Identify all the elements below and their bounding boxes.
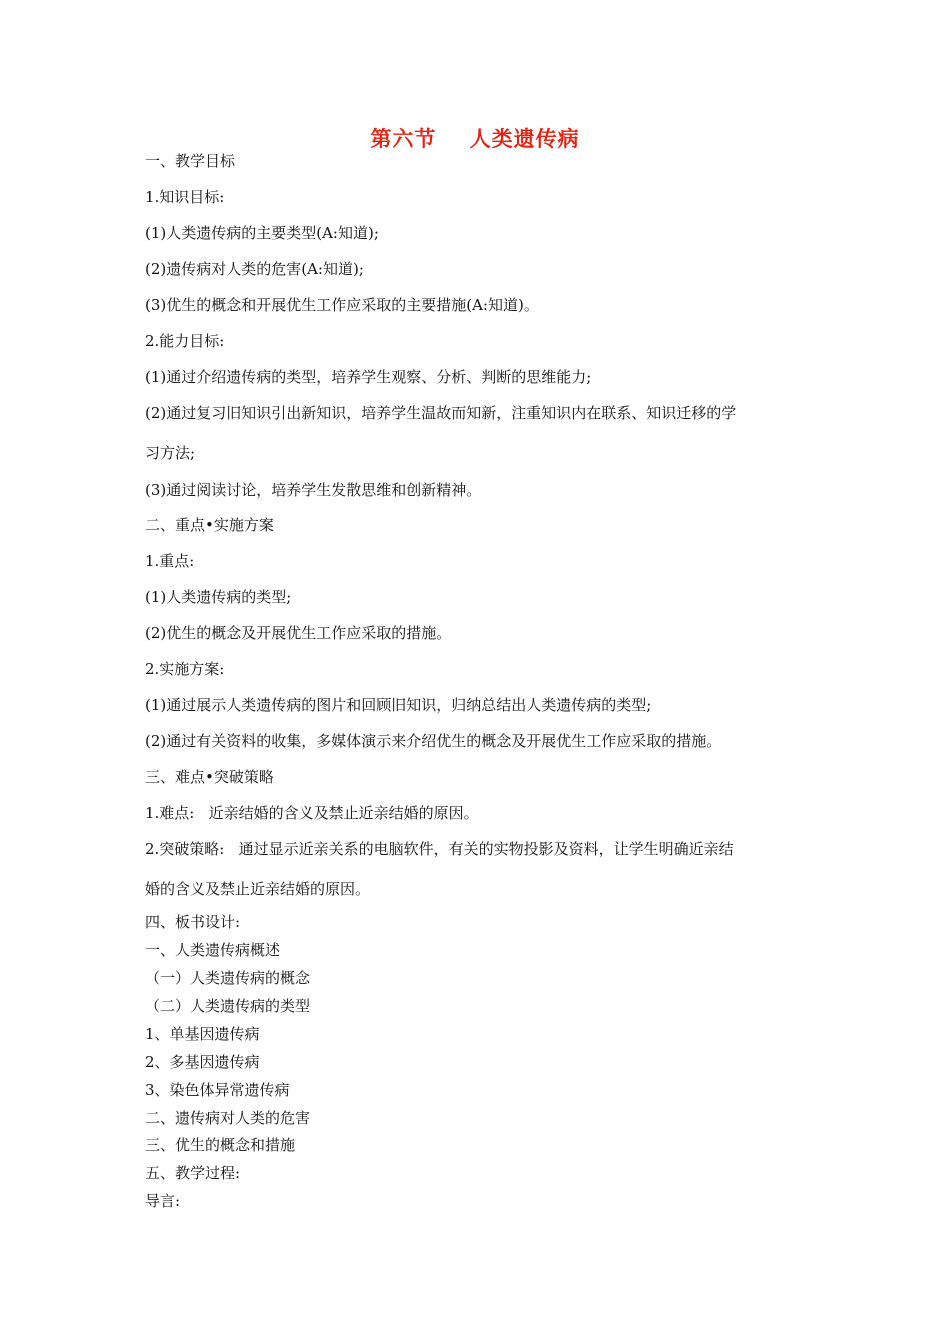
list-item: (1)人类遗传病的主要类型(A:知道); <box>145 224 379 242</box>
outline-item: （二）人类遗传病的类型 <box>145 997 311 1015</box>
outline-item: 三、优生的概念和措施 <box>145 1136 296 1154</box>
section-heading-difficulties: 三、难点•突破策略 <box>145 768 274 786</box>
outline-item: 2、多基因遗传病 <box>145 1053 260 1071</box>
section-heading-teaching-objectives: 一、教学目标 <box>145 152 236 170</box>
outline-item: （一）人类遗传病的概念 <box>145 969 311 987</box>
list-item: (2)通过有关资料的收集，多媒体演示来介绍优生的概念及开展优生工作应采取的措施。 <box>145 732 722 750</box>
list-item: (2)遗传病对人类的危害(A:知道); <box>145 260 364 278</box>
outline-item: 3、染色体异常遗传病 <box>145 1081 290 1099</box>
list-item: 1.难点: 近亲结婚的含义及禁止近亲结婚的原因。 <box>145 804 479 822</box>
subheading-knowledge-objectives: 1.知识目标: <box>145 188 225 206</box>
list-item: 2.突破策略: 通过显示近亲关系的电脑软件，有关的实物投影及资料，让学生明确近亲结 <box>145 840 734 858</box>
outline-item: 1、单基因遗传病 <box>145 1025 260 1043</box>
subheading-key-points: 1.重点: <box>145 552 195 570</box>
subheading-implementation-plan: 2.实施方案: <box>145 660 225 678</box>
section-heading-key-points: 二、重点•实施方案 <box>145 516 274 534</box>
section-heading-board-design: 四、板书设计: <box>145 913 241 931</box>
list-item: (1)通过介绍遗传病的类型，培养学生观察、分析、判断的思维能力; <box>145 368 592 386</box>
document-title: 第六节 人类遗传病 <box>370 126 580 151</box>
list-item-continuation: 婚的含义及禁止近亲结婚的原因。 <box>145 880 371 898</box>
list-item-continuation: 习方法; <box>145 444 196 462</box>
list-item: (2)通过复习旧知识引出新知识，培养学生温故而知新，注重知识内在联系、知识迁移的学 <box>145 404 737 422</box>
section-heading-teaching-process: 五、教学过程: <box>145 1164 241 1182</box>
list-item: (3)优生的概念和开展优生工作应采取的主要措施(A:知道)。 <box>145 296 539 314</box>
list-item: (3)通过阅读讨论，培养学生发散思维和创新精神。 <box>145 481 482 499</box>
list-item: (1)人类遗传病的类型; <box>145 588 292 606</box>
outline-item: 二、遗传病对人类的危害 <box>145 1109 311 1127</box>
list-item: (1)通过展示人类遗传病的图片和回顾旧知识，归纳总结出人类遗传病的类型; <box>145 696 652 714</box>
outline-item: 一、人类遗传病概述 <box>145 941 281 959</box>
subheading-ability-objectives: 2.能力目标: <box>145 332 225 350</box>
list-item: (2)优生的概念及开展优生工作应采取的措施。 <box>145 624 452 642</box>
introduction-label: 导言: <box>145 1192 181 1210</box>
